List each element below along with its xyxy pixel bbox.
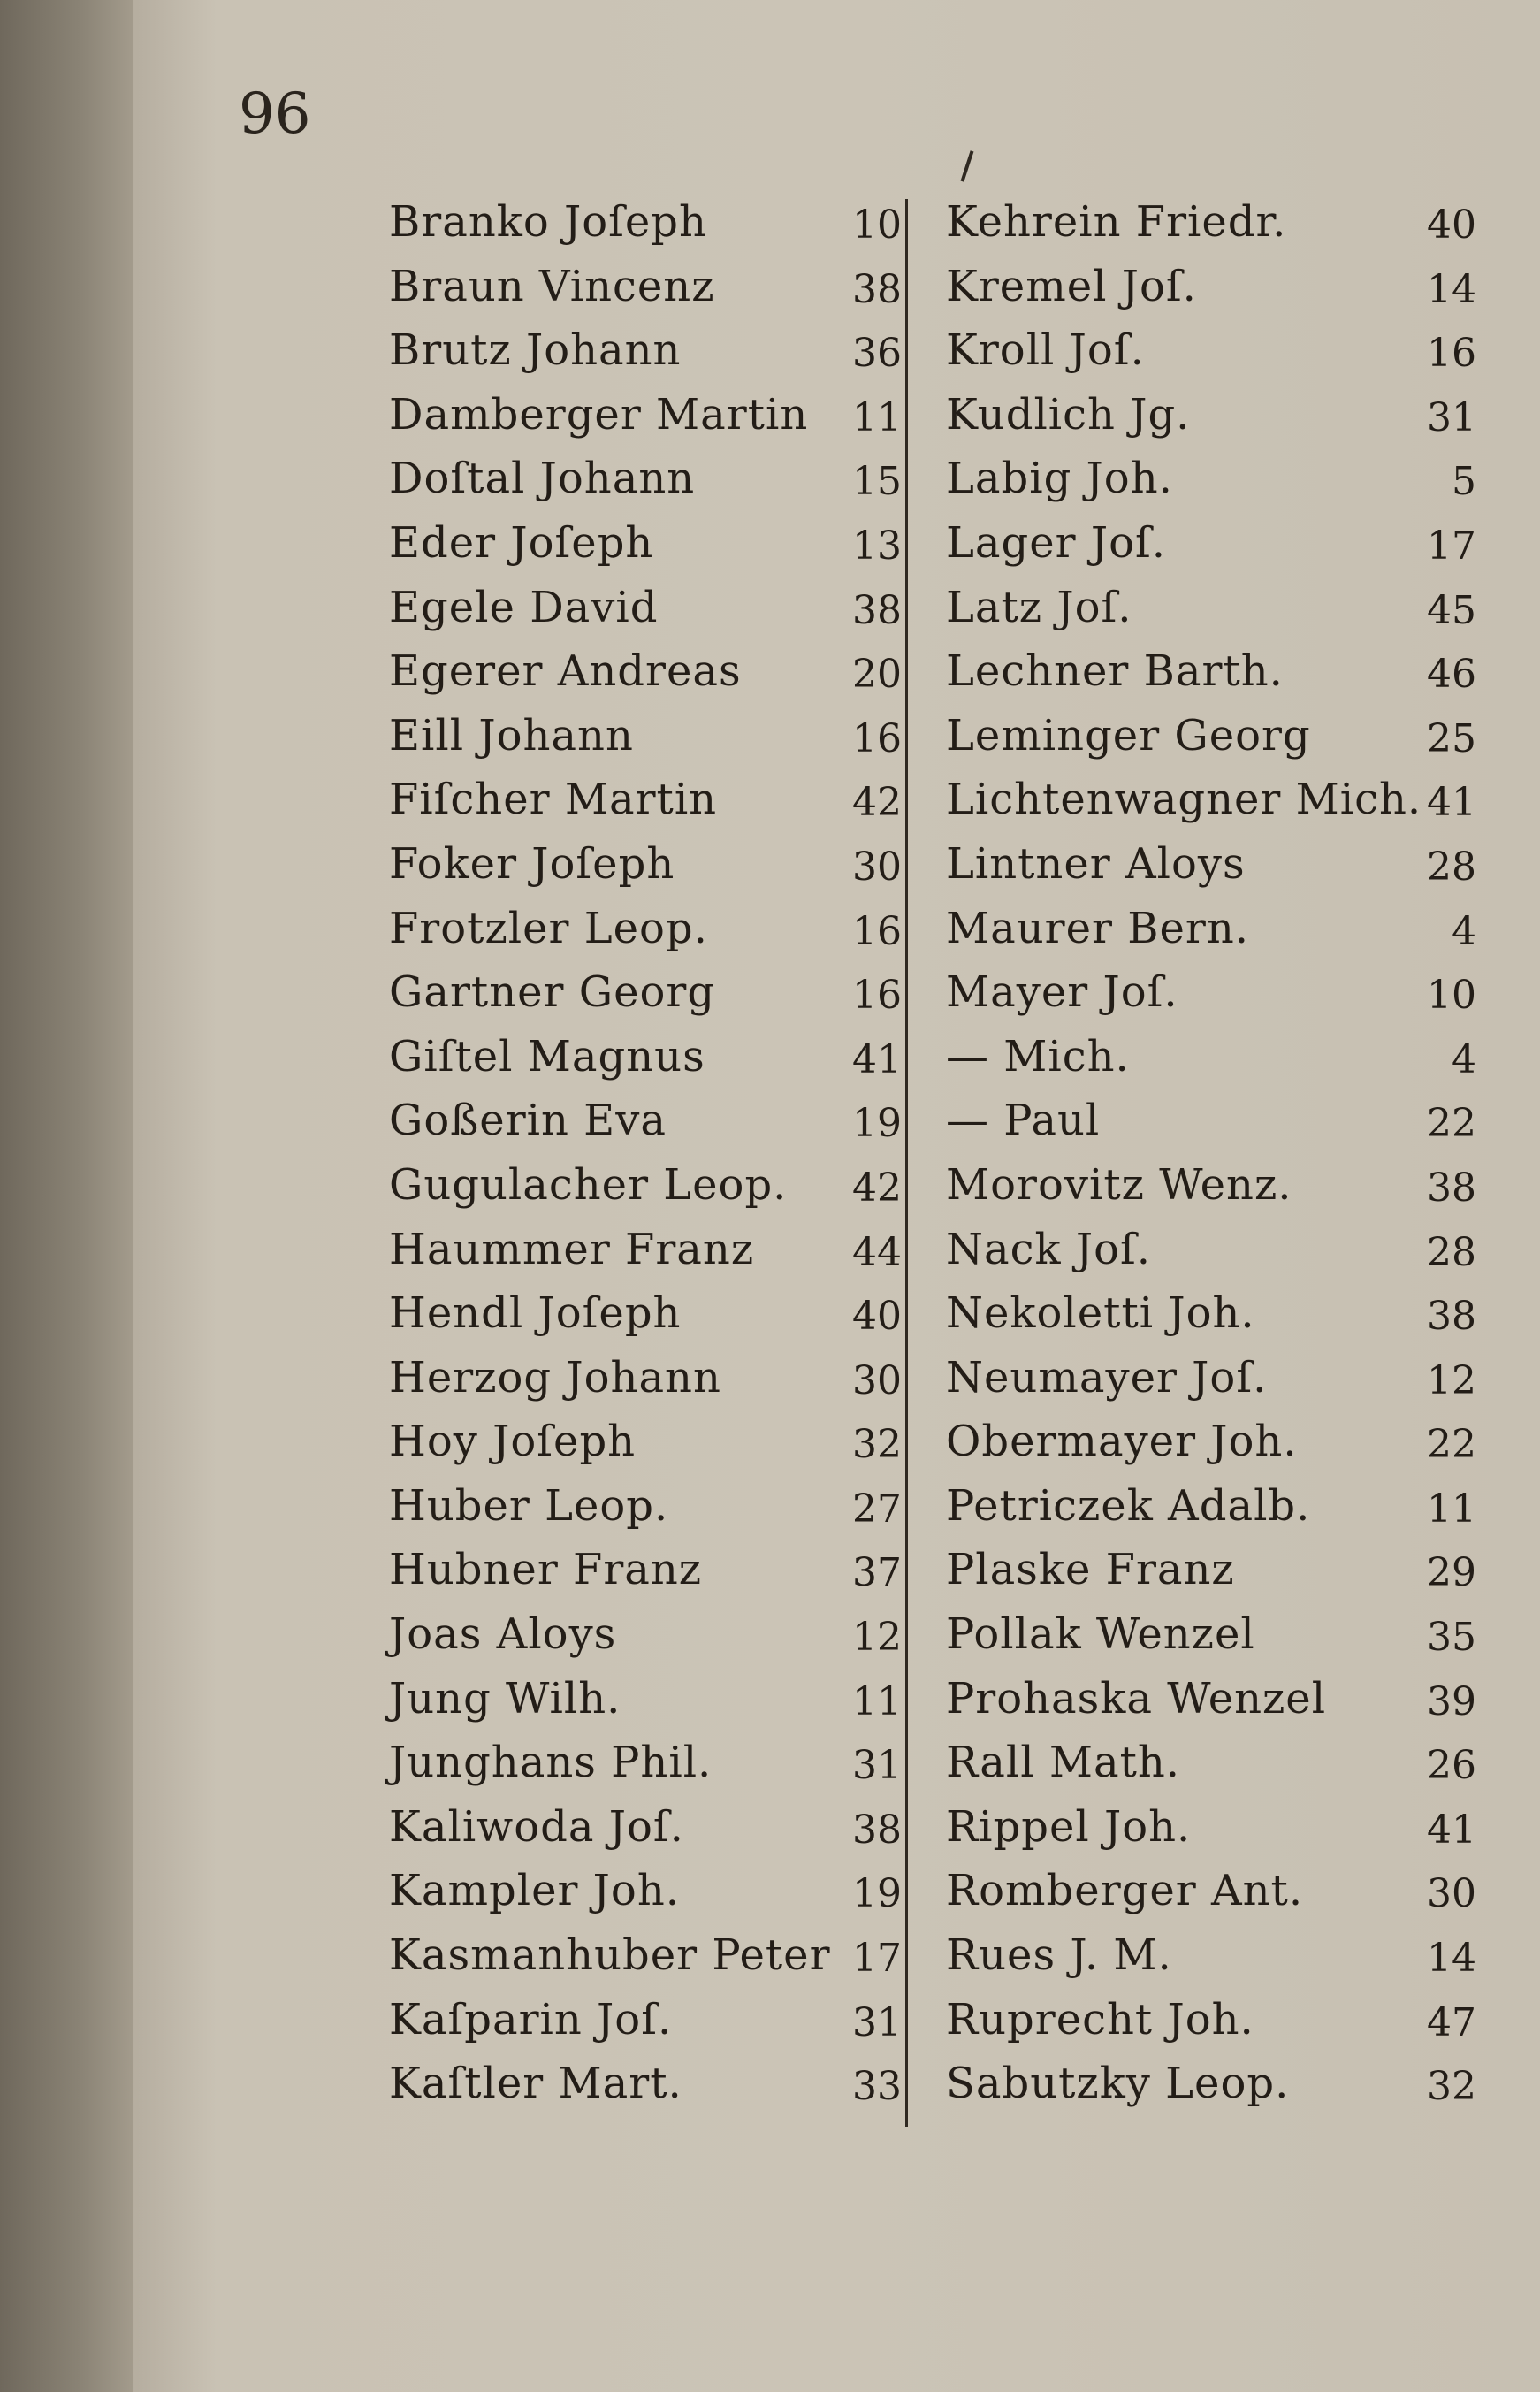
entry-name: Labig Joh. bbox=[946, 454, 1173, 504]
entry-name: Egerer Andreas bbox=[389, 646, 742, 697]
entry-number: 29 bbox=[1427, 1550, 1476, 1596]
list-item bbox=[389, 1538, 902, 1602]
list-item bbox=[946, 1859, 1476, 1923]
entry-name: Pollak Wenzel bbox=[946, 1609, 1255, 1660]
entry-name: Kremel Joſ. bbox=[946, 261, 1197, 311]
list-item bbox=[946, 832, 1476, 897]
entry-number: 30 bbox=[852, 844, 902, 890]
entry-number: 47 bbox=[1427, 1999, 1476, 2045]
entry-name: Hubner Franz bbox=[389, 1545, 703, 1595]
entry-name: Egele David bbox=[389, 582, 659, 632]
list-item bbox=[946, 1602, 1476, 1667]
entry-number: 27 bbox=[852, 1486, 902, 1532]
entry-number: 45 bbox=[1427, 587, 1476, 633]
entry-name: Rall Math. bbox=[946, 1738, 1181, 1788]
entry-number: 19 bbox=[852, 1101, 902, 1147]
entry-name: Ruprecht Joh. bbox=[946, 1994, 1254, 2044]
list-item bbox=[389, 639, 902, 704]
entry-number: 33 bbox=[852, 2064, 902, 2110]
entry-name: Herzog Johann bbox=[389, 1352, 721, 1402]
entry-name: Rippel Joh. bbox=[946, 1801, 1192, 1852]
list-item bbox=[946, 576, 1476, 640]
entry-name: Kehrein Friedr. bbox=[946, 197, 1287, 247]
entry-name: Eill Johann bbox=[389, 710, 634, 760]
entry-name: Neumayer Joſ. bbox=[946, 1352, 1268, 1402]
list-item bbox=[946, 1667, 1476, 1731]
list-item bbox=[389, 1602, 902, 1667]
entry-number: 10 bbox=[852, 203, 902, 248]
entry-name: Kampler Joh. bbox=[389, 1866, 680, 1916]
list-item bbox=[389, 1795, 902, 1860]
entry-number: 41 bbox=[1427, 780, 1476, 826]
entry-name: Plaske Franz bbox=[946, 1545, 1235, 1595]
list-item bbox=[946, 1988, 1476, 2052]
entry-number: 26 bbox=[1427, 1743, 1476, 1789]
list-item bbox=[389, 576, 902, 640]
entry-name: Kasmanhuber Peter bbox=[389, 1930, 831, 1981]
entry-name: Huber Leop. bbox=[389, 1480, 669, 1531]
entry-name: Kudlich Jg. bbox=[946, 389, 1191, 439]
entry-name: Lichtenwagner Mich. bbox=[946, 775, 1422, 825]
list-item bbox=[389, 704, 902, 768]
list-item bbox=[389, 768, 902, 832]
entry-name: Hoy Joſeph bbox=[389, 1417, 637, 1467]
entry-number: 22 bbox=[1427, 1422, 1476, 1468]
entry-number: 31 bbox=[1427, 394, 1476, 440]
entry-name: Maurer Bern. bbox=[946, 903, 1250, 953]
entry-number: 22 bbox=[1427, 1101, 1476, 1147]
list-item bbox=[946, 1346, 1476, 1410]
entry-name: Kaſparin Joſ. bbox=[389, 1994, 673, 2044]
entry-number: 39 bbox=[1427, 1678, 1476, 1724]
entry-name: Lechner Barth. bbox=[946, 646, 1284, 697]
list-item bbox=[946, 1410, 1476, 1474]
entry-name: Damberger Martin bbox=[389, 389, 809, 439]
entry-number: 16 bbox=[852, 715, 902, 761]
list-item bbox=[389, 1474, 902, 1539]
list-item bbox=[946, 1923, 1476, 1988]
book-gutter bbox=[0, 0, 133, 2392]
entry-number: 40 bbox=[852, 1294, 902, 1340]
list-item bbox=[946, 1281, 1476, 1346]
entry-number: 42 bbox=[852, 1165, 902, 1211]
entry-name: Kaſtler Mart. bbox=[389, 2059, 682, 2109]
entry-number: 42 bbox=[852, 780, 902, 826]
list-item bbox=[946, 1153, 1476, 1218]
list-item bbox=[389, 1346, 902, 1410]
list-item bbox=[389, 832, 902, 897]
entry-number: 12 bbox=[1427, 1357, 1476, 1403]
right-column bbox=[946, 190, 1476, 2116]
entry-name: Morovitz Wenz. bbox=[946, 1159, 1292, 1210]
list-item bbox=[946, 704, 1476, 768]
left-column bbox=[389, 190, 902, 2116]
list-item bbox=[389, 1089, 902, 1153]
list-item bbox=[389, 1667, 902, 1731]
entry-number: 11 bbox=[852, 394, 902, 440]
list-item bbox=[946, 190, 1476, 255]
entry-number: 11 bbox=[852, 1678, 902, 1724]
list-item bbox=[389, 1025, 902, 1089]
entry-number: 17 bbox=[1427, 523, 1476, 569]
list-item bbox=[389, 960, 902, 1025]
entry-name: Lintner Aloys bbox=[946, 838, 1246, 889]
entry-number: 41 bbox=[1427, 1807, 1476, 1853]
page-number: 96 bbox=[239, 81, 311, 147]
entry-name: Kroll Joſ. bbox=[946, 325, 1145, 376]
entry-name: Branko Joſeph bbox=[389, 197, 707, 247]
list-item bbox=[946, 447, 1476, 511]
list-item bbox=[389, 1988, 902, 2052]
entry-number: 36 bbox=[852, 331, 902, 377]
list-item bbox=[389, 1153, 902, 1218]
entry-number: 38 bbox=[1427, 1165, 1476, 1211]
entry-number: 15 bbox=[852, 459, 902, 505]
list-item bbox=[389, 1281, 902, 1346]
entry-number: 30 bbox=[1427, 1871, 1476, 1917]
entry-number: 46 bbox=[1427, 652, 1476, 698]
column-divider bbox=[905, 199, 908, 2127]
entry-number: 16 bbox=[852, 908, 902, 954]
entry-name: Joas Aloys bbox=[389, 1609, 617, 1660]
list-item bbox=[946, 960, 1476, 1025]
list-item bbox=[946, 1795, 1476, 1860]
entry-number: 41 bbox=[852, 1036, 902, 1082]
entry-number: 4 bbox=[1452, 1036, 1476, 1082]
list-item bbox=[389, 2052, 902, 2116]
entry-number: 17 bbox=[852, 1936, 902, 1982]
list-item bbox=[946, 383, 1476, 447]
entry-name: Goßerin Eva bbox=[389, 1096, 667, 1146]
entry-number: 30 bbox=[852, 1357, 902, 1403]
entry-number: 20 bbox=[852, 652, 902, 698]
list-item bbox=[946, 1474, 1476, 1539]
entry-name: Haummer Franz bbox=[389, 1224, 755, 1274]
entry-name: Foker Joſeph bbox=[389, 838, 675, 889]
entry-name: Rues J. M. bbox=[946, 1930, 1172, 1981]
entry-number: 5 bbox=[1452, 459, 1476, 505]
list-item bbox=[389, 511, 902, 576]
entry-number: 35 bbox=[1427, 1615, 1476, 1661]
list-item bbox=[389, 1731, 902, 1795]
entry-name: Hendl Joſeph bbox=[389, 1288, 682, 1339]
entry-number: 12 bbox=[852, 1615, 902, 1661]
entry-number: 28 bbox=[1427, 1229, 1476, 1275]
entry-number: 13 bbox=[852, 523, 902, 569]
entry-number: 32 bbox=[852, 1422, 902, 1468]
list-item bbox=[946, 897, 1476, 961]
entry-number: 16 bbox=[852, 973, 902, 1019]
list-item bbox=[946, 255, 1476, 319]
list-item bbox=[389, 1923, 902, 1988]
entry-number: 44 bbox=[852, 1229, 902, 1275]
entry-number: 14 bbox=[1427, 266, 1476, 312]
entry-name: Nekoletti Joh. bbox=[946, 1288, 1255, 1339]
list-item bbox=[946, 2052, 1476, 2116]
entry-name: Junghans Phil. bbox=[389, 1738, 713, 1788]
list-item bbox=[946, 1538, 1476, 1602]
entry-number: 38 bbox=[852, 1807, 902, 1853]
entry-name: Doſtal Johann bbox=[389, 454, 696, 504]
entry-number: 28 bbox=[1427, 844, 1476, 890]
entry-number: 38 bbox=[852, 587, 902, 633]
entry-number: 38 bbox=[1427, 1294, 1476, 1340]
entry-number: 31 bbox=[852, 1743, 902, 1789]
entry-name: — Paul bbox=[946, 1096, 1101, 1146]
entry-number: 38 bbox=[852, 266, 902, 312]
list-item bbox=[389, 1218, 902, 1282]
entry-name: Prohaska Wenzel bbox=[946, 1673, 1327, 1723]
list-item bbox=[946, 768, 1476, 832]
list-item bbox=[946, 639, 1476, 704]
entry-name: Brutz Johann bbox=[389, 325, 682, 376]
entry-name: Romberger Ant. bbox=[946, 1866, 1304, 1916]
entry-number: 4 bbox=[1452, 908, 1476, 954]
list-item bbox=[946, 1731, 1476, 1795]
entry-number: 40 bbox=[1427, 203, 1476, 248]
entry-name: Lager Joſ. bbox=[946, 517, 1166, 568]
entry-name: Jung Wilh. bbox=[389, 1673, 621, 1723]
entry-name: Braun Vincenz bbox=[389, 261, 715, 311]
entry-name: Eder Joſeph bbox=[389, 517, 654, 568]
list-item bbox=[389, 190, 902, 255]
entry-number: 19 bbox=[852, 1871, 902, 1917]
entry-name: Petriczek Adalb. bbox=[946, 1480, 1311, 1531]
list-item bbox=[946, 1025, 1476, 1089]
entry-name: — Mich. bbox=[946, 1031, 1130, 1081]
entry-name: Kaliwoda Joſ. bbox=[389, 1801, 684, 1852]
entry-name: Latz Joſ. bbox=[946, 582, 1132, 632]
entry-number: 10 bbox=[1427, 973, 1476, 1019]
entry-number: 11 bbox=[1427, 1486, 1476, 1532]
entry-name: Frotzler Leop. bbox=[389, 903, 708, 953]
entry-name: Leminger Georg bbox=[946, 710, 1311, 760]
entry-number: 25 bbox=[1427, 715, 1476, 761]
list-item bbox=[946, 1089, 1476, 1153]
entry-name: Fiſcher Martin bbox=[389, 775, 718, 825]
entry-number: 16 bbox=[1427, 331, 1476, 377]
entry-name: Gartner Georg bbox=[389, 967, 716, 1018]
entry-name: Gugulacher Leop. bbox=[389, 1159, 788, 1210]
list-item bbox=[389, 1410, 902, 1474]
entry-name: Sabutzky Leop. bbox=[946, 2059, 1290, 2109]
list-item bbox=[946, 511, 1476, 576]
list-item bbox=[389, 255, 902, 319]
entry-number: 37 bbox=[852, 1550, 902, 1596]
entry-name: Mayer Joſ. bbox=[946, 967, 1178, 1018]
entry-number: 32 bbox=[1427, 2064, 1476, 2110]
entry-name: Nack Joſ. bbox=[946, 1224, 1152, 1274]
list-item bbox=[389, 897, 902, 961]
list-item bbox=[946, 318, 1476, 383]
entry-name: Obermayer Joh. bbox=[946, 1417, 1298, 1467]
list-item bbox=[389, 447, 902, 511]
list-item bbox=[389, 1859, 902, 1923]
list-item bbox=[389, 383, 902, 447]
list-item bbox=[389, 318, 902, 383]
entry-number: 14 bbox=[1427, 1936, 1476, 1982]
entry-number: 31 bbox=[852, 1999, 902, 2045]
entry-name: Giſtel Magnus bbox=[389, 1031, 705, 1081]
list-item bbox=[946, 1218, 1476, 1282]
